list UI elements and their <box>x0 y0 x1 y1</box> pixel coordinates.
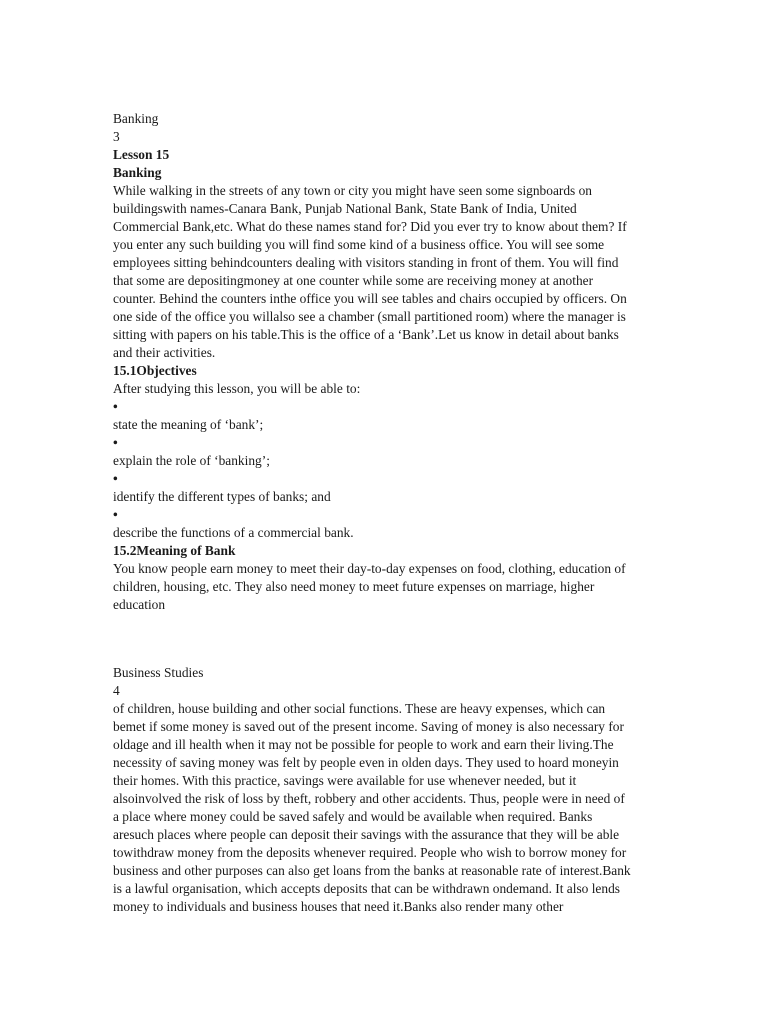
objective-item: explain the role of ‘banking’; <box>113 453 270 468</box>
objective-item: describe the functions of a commercial bank. <box>113 525 354 540</box>
document-page <box>113 110 633 916</box>
meaning-paragraph: You know people earn money to meet their day-to-day expenses on food, clothing, education of children, housing, etc. They also need money to meet future expenses on marriage, higher education <box>113 561 626 612</box>
page-number-2: 4 <box>113 683 120 698</box>
lesson-label: Lesson 15 <box>113 147 170 162</box>
intro-paragraph: While walking in the streets of any town or city you might have seen some signboards on buildingswith names-Canara Bank, Punjab National Bank, State Bank of India, United Commercial Bank,etc. What do these names stand for? Did you ever try to know about them? If you enter any such building you will find some kind of a business office. You will see some employees sitting behindcounters dealing with visitors standing in front of them. You will find that some are depositingmoney at one counter while some are receiving money at another counter. Behind the counters inthe office you will see tables and chairs occupied by officers. On one side of the office you willalso see a chamber (small partitioned room) where the manager is sitting with papers on his table.This is the office of a ‘Bank’.Let us know in detail about banks and their activities. <box>113 183 627 360</box>
bullet-icon: • <box>113 507 118 522</box>
page-number: 3 <box>113 129 120 144</box>
meaning-heading: 15.2Meaning of Bank <box>113 543 236 558</box>
running-head-2: Business Studies <box>113 665 204 680</box>
page-break <box>113 614 633 664</box>
objectives-heading: 15.1Objectives <box>113 363 197 378</box>
body-paragraph: of children, house building and other social functions. These are heavy expenses, which can bemet if some money is saved out of the present income. Saving of money is also necessary for oldage and ill health when it may not be possible for people to work and earn their living.The necessity of saving money was felt by people even in olden days. They used to hoard moneyin their homes. With this practice, savings were available for use whenever needed, but it alsoinvolved the risk of loss by theft, robbery and other accidents. Thus, people were in need of a place where money could be saved safely and would be available when required. Banks aresuch places where people can deposit their savings with the assurance that they will be able towithdraw money from the deposits whenever required. People who wish to borrow money for business and other purposes can also get loans from the banks at reasonable rate of interest.Bank is a lawful organisation, which accepts deposits that can be withdrawn ondemand. It also lends money to individuals and business houses that need it.Banks also render many other <box>113 701 631 914</box>
lesson-title: Banking <box>113 165 162 180</box>
bullet-icon: • <box>113 399 118 414</box>
bullet-icon: • <box>113 435 118 450</box>
bullet-icon: • <box>113 471 118 486</box>
running-head: Banking <box>113 111 159 126</box>
objective-item: identify the different types of banks; and <box>113 489 331 504</box>
objective-item: state the meaning of ‘bank’; <box>113 417 264 432</box>
objectives-lead: After studying this lesson, you will be able to: <box>113 381 361 396</box>
